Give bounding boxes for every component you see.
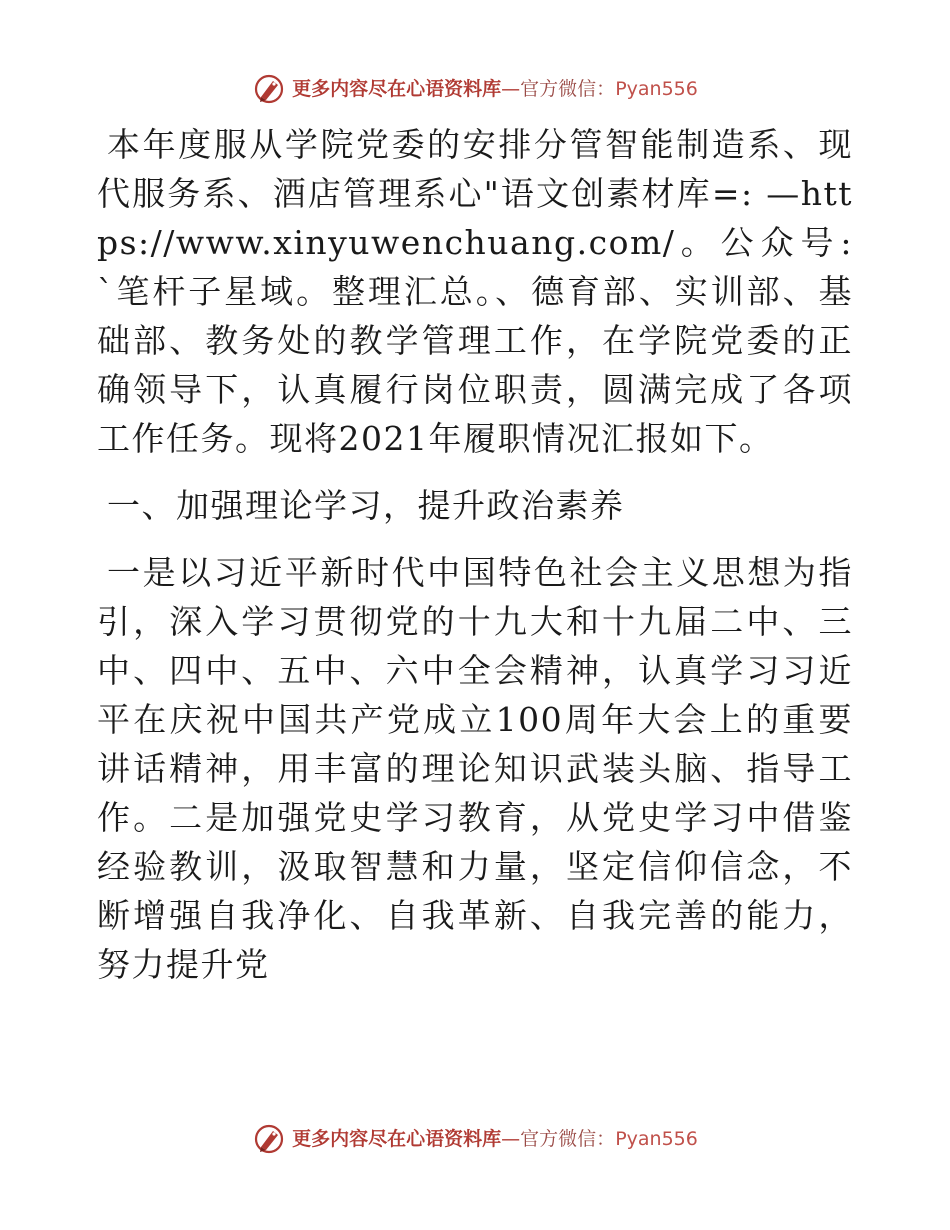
body-paragraph-intro: 本年度服从学院党委的安排分管智能制造系、现代服务系、酒店管理系心"语文创素材库=: —https://www.xinyuwenchuang.com/。公众号: `笔杆子星域。整理汇总。、德育部、实训部、基础部、教务处的教学管理工作，在学院党委的正确领导下，认真履行岗位职责，圆满完成了各项工作任务。现将2021年履职情况汇报如下。 [97,125,853,458]
section-heading-1: 一、加强理论学习，提升政治素养 [107,486,625,525]
pen-nib-circle-icon [252,72,286,106]
watermark-wechat-handle: Pyan556 [615,1128,698,1150]
document-body [97,120,853,989]
watermark-site-name: 更多内容尽在心语资料库 [292,1128,502,1150]
watermark-wechat-handle: Pyan556 [615,78,698,100]
footer-watermark [0,1122,950,1156]
watermark-wechat-label: 官方微信： [520,1128,616,1150]
watermark-site-name: 更多内容尽在心语资料库 [292,78,502,100]
watermark-dash: — [501,78,521,100]
watermark-dash: — [501,1128,521,1150]
pen-nib-circle-icon [252,1122,286,1156]
watermark-wechat-label: 官方微信： [520,78,616,100]
body-paragraph-theory-study: 一是以习近平新时代中国特色社会主义思想为指引，深入学习贯彻党的十九大和十九届二中、三中、四中、五中、六中全会精神，认真学习习近平在庆祝中国共产党成立100周年大会上的重要讲话精神，用丰富的理论知识武装头脑、指导工作。二是加强党史学习教育，从党史学习中借鉴经验教训，汲取智慧和力量，坚定信仰信念，不断增强自我净化、自我革新、自我完善的能力，努力提升党 [97,553,853,984]
header-watermark [0,72,950,106]
watermark-text [292,1122,698,1156]
watermark-text [292,72,698,106]
